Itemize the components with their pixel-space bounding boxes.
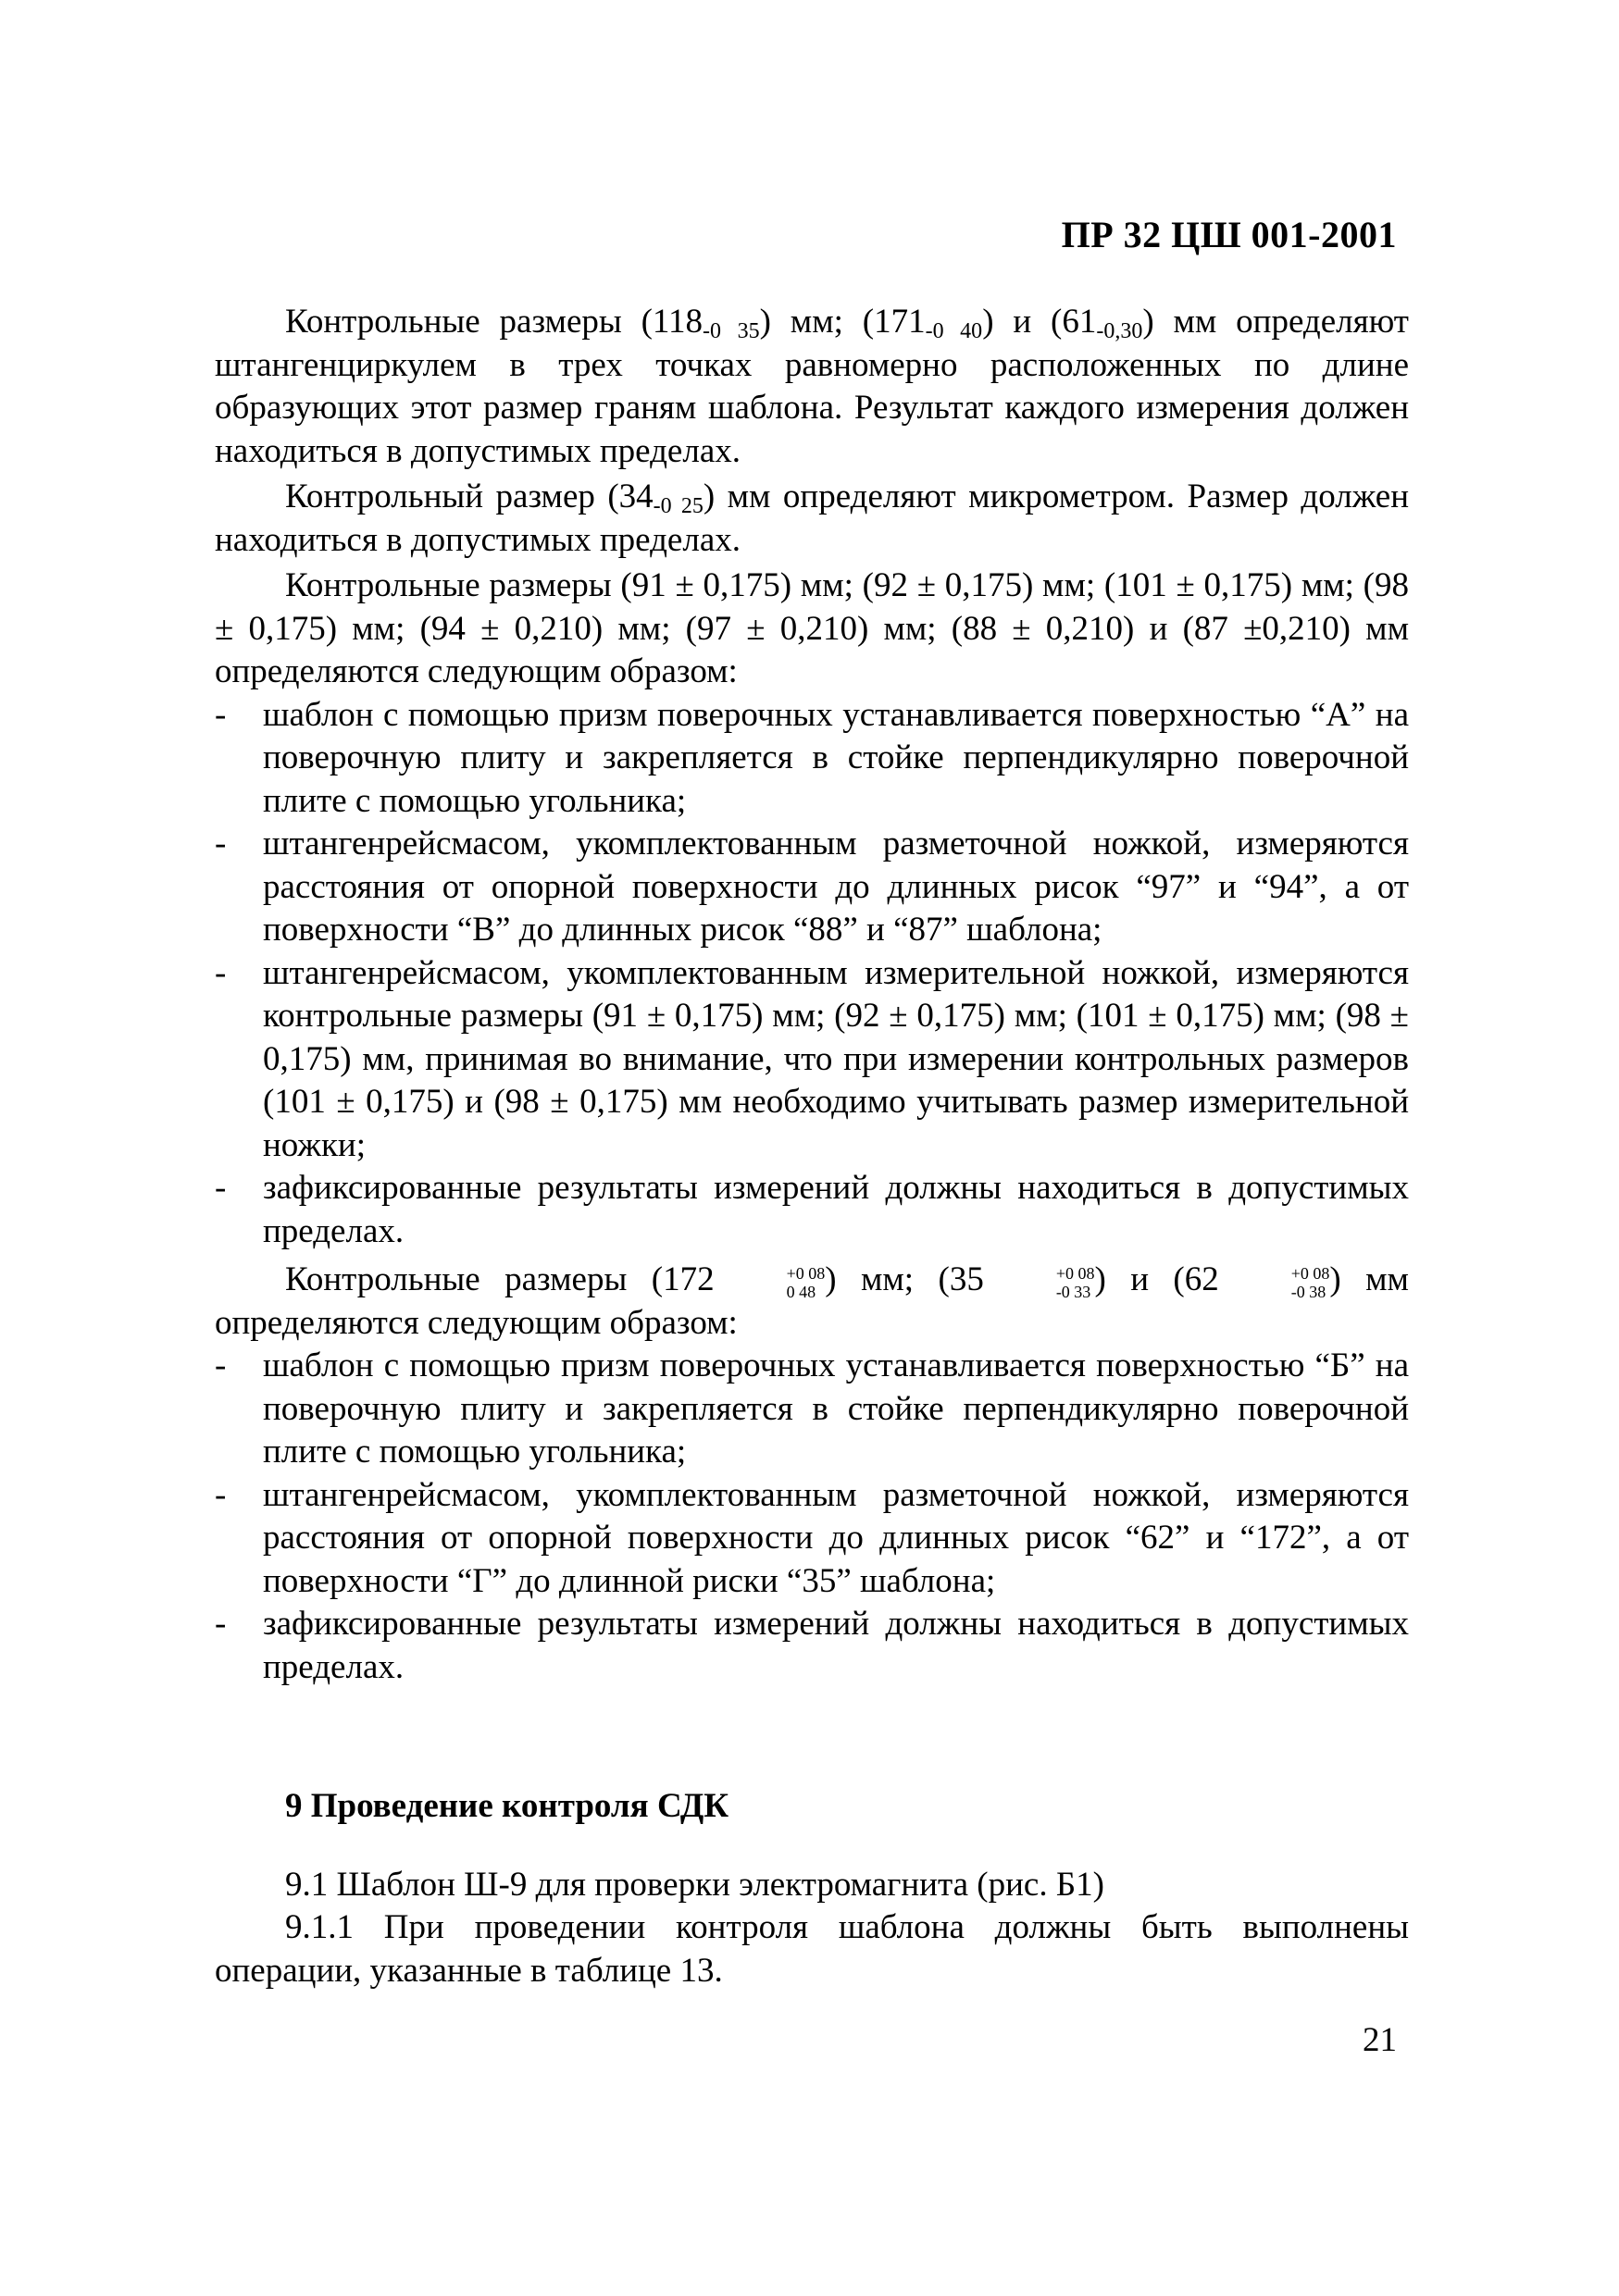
subsection-9-1: 9.1 Шаблон Ш-9 для проверки электромагнита (рис. Б1) [285, 1865, 1104, 1904]
list-dash: - [215, 953, 227, 992]
text-run: Контрольные размеры (118 [285, 303, 704, 341]
text-run: ) мм; ( [825, 1260, 950, 1298]
tolerance-pair [1221, 1264, 1330, 1301]
list-dash: - [215, 1475, 227, 1514]
tolerance-subscript: -0,30 [1096, 319, 1143, 343]
tolerance-subscript: -0 40 [925, 319, 983, 343]
list-item [215, 952, 1409, 1168]
tolerance-pair [986, 1264, 1095, 1301]
list-dash: - [215, 1347, 227, 1384]
list-dash: - [215, 1605, 227, 1643]
subsection-9-1-1: 9.1.1 При проведении контроля шаблона должны быть выполнены операции, указанные в таблице 13. [215, 1908, 1409, 1990]
tolerance-subscript: -0 35 [703, 319, 760, 343]
page-number: 21 [1363, 2021, 1397, 2059]
text-run: ) мм определяются следующим образом: [215, 1260, 1409, 1342]
paragraph-control-sizes-list-intro: Контрольные размеры (91 ± 0,175) мм; (92 ± 0,175) мм; (101 ± 0,175) мм; (98 ± 0,175) мм; (94 ± 0,210) мм; (97 ± 0,210) мм; (88 ± 0,210) и (87 ±0,210) мм определяются следующим образом: [215, 566, 1409, 690]
upper-tolerance: +0 08 [1055, 1263, 1095, 1283]
list-dash: - [215, 695, 227, 734]
text-run: 35 [949, 1260, 984, 1298]
list-item-text: штангенрейсмасом, укомплектованным измерительной ножкой, измеряются контрольные размеры (91 ± 0,175) мм; (92 ± 0,175) мм; (101 ± 0,175) мм; (98 ± 0,175) мм, принимая во внимание, что при измерении контрольных размеров (101 ± 0,175) и (98 ± 0,175) мм необходимо учитывать размер измерительной ножки; [263, 953, 1409, 1164]
list-dash: - [215, 825, 227, 863]
procedure-list-surface-a [215, 694, 1409, 1254]
text-run: ) мм определяют штангенциркулем в трех точках равномерно расположенных по длине образующих этот размер граням шаблона. Результат каждого измерения должен находиться в допустимых пределах. [215, 303, 1409, 470]
text-run: 62 [1184, 1260, 1219, 1298]
text-run: 172 [663, 1260, 715, 1298]
list-item [215, 823, 1409, 952]
list-item [215, 1345, 1409, 1474]
list-item [215, 694, 1409, 824]
list-item-text: штангенрейсмасом, укомплектованным разметочной ножкой, измеряются расстояния от опорной поверхности до длинных рисок “97” и “94”, а от поверхности “В” до длинных рисок “88” и “87” шаблона; [263, 825, 1409, 949]
document-body [215, 301, 1409, 1992]
text-run: Контрольные размеры ( [285, 1260, 664, 1298]
upper-tolerance: +0 08 [1290, 1263, 1330, 1283]
paragraph-control-size-micrometer [215, 476, 1409, 562]
upper-tolerance: +0 08 [786, 1263, 826, 1283]
tolerance-pair [716, 1264, 826, 1301]
lower-tolerance: -0 33 [1055, 1282, 1091, 1301]
lower-tolerance: -0 38 [1290, 1282, 1326, 1301]
section-heading: 9 Проведение контроля СДК [285, 1787, 729, 1825]
list-item [215, 1474, 1409, 1604]
lower-tolerance: 0 48 [786, 1282, 816, 1301]
list-item-text: шаблон с помощью призм поверочных устанавливается поверхностью “Б” на поверочную плиту и закрепляется в стойке перпендикулярно поверочной плите с помощью угольника; [263, 1347, 1409, 1471]
list-item-text: шаблон с помощью призм поверочных устанавливается поверхностью “А” на поверочную плиту и закрепляется в стойке перпендикулярно поверочной плите с помощью угольника; [263, 695, 1409, 820]
text-run: ) и ( [1094, 1260, 1185, 1298]
paragraph-control-sizes-caliper [215, 301, 1409, 473]
text-run: ) мм; (171 [759, 303, 926, 341]
list-item [215, 1167, 1409, 1253]
list-item [215, 1603, 1409, 1689]
list-item-text: зафиксированные результаты измерений должны находиться в допустимых пределах. [263, 1169, 1409, 1250]
procedure-list-surface-b [215, 1345, 1409, 1689]
document-code: ПР 32 ЦШ 001-2001 [1061, 214, 1397, 255]
text-run: Контрольный размер (34 [285, 478, 654, 515]
tolerance-subscript: -0 25 [653, 494, 704, 518]
list-item-text: штангенрейсмасом, укомплектованным разметочной ножкой, измеряются расстояния от опорной поверхности до длинных рисок “62” и “172”, а от поверхности “Г” до длинной риски “35” шаблона; [263, 1475, 1409, 1600]
paragraph-control-sizes-tolerance-intro [215, 1259, 1409, 1345]
list-dash: - [215, 1169, 227, 1207]
text-run: ) мм определяют микрометром. Размер должен находиться в допустимых пределах. [215, 478, 1409, 559]
text-run: ) и (61 [982, 303, 1097, 341]
list-item-text: зафиксированные результаты измерений должны находиться в допустимых пределах. [263, 1605, 1409, 1686]
